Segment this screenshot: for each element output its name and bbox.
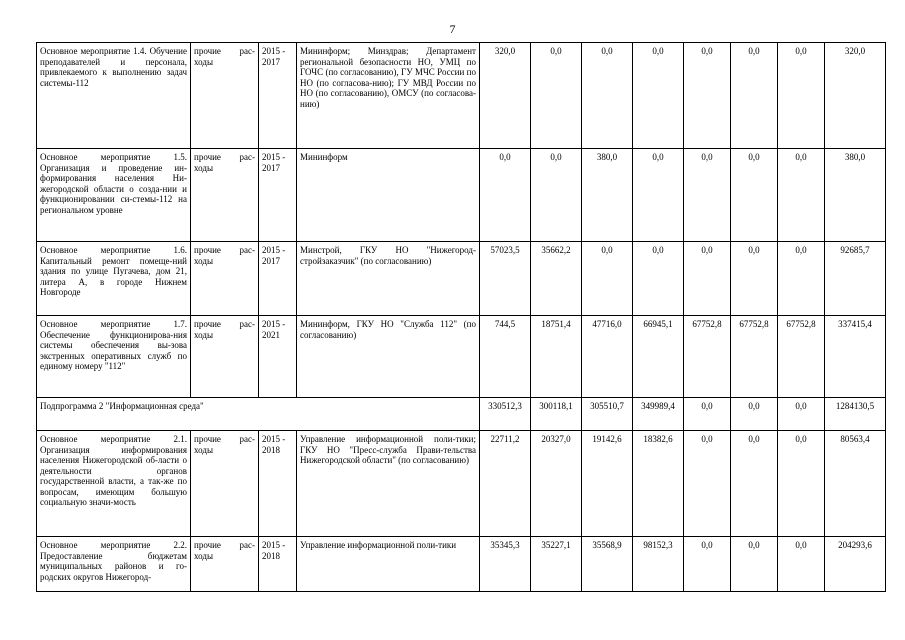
funding-source: прочие рас-ходы (191, 149, 259, 242)
executor: Минстрой, ГКУ НО "Нижегород-стройзаказчик" (по согласованию) (297, 242, 480, 316)
value-cell: 0,0 (531, 149, 582, 242)
funding-source: прочие рас-ходы (191, 431, 259, 537)
value-cell: 67752,8 (778, 316, 825, 398)
value-cell: 67752,8 (684, 316, 731, 398)
value-cell: 320,0 (480, 43, 531, 149)
value-cell: 0,0 (731, 43, 778, 149)
executor: Управление информационной поли-тики; ГКУ НО "Пресс-служба Прави-тельства Нижегородской области" (по согласованию) (297, 431, 480, 537)
value-cell: 0,0 (778, 43, 825, 149)
value-cell: 35568,9 (582, 537, 633, 592)
value-cell: 0,0 (633, 43, 684, 149)
value-cell: 0,0 (731, 149, 778, 242)
funding-source: прочие рас-ходы (191, 43, 259, 149)
measure-name: Основное мероприятие 1.4. Обучение преподавателей и персонала, привлекаемого к выполнению задач системы-112 (37, 43, 191, 149)
value-cell: 35662,2 (531, 242, 582, 316)
subprogram-title: Подпрограмма 2 "Информационная среда" (37, 398, 480, 431)
value-cell: 0,0 (684, 149, 731, 242)
value-cell: 300118,1 (531, 398, 582, 431)
value-cell: 0,0 (731, 398, 778, 431)
value-cell: 67752,8 (731, 316, 778, 398)
total-cell: 204293,6 (825, 537, 886, 592)
value-cell: 18382,6 (633, 431, 684, 537)
total-cell: 80563,4 (825, 431, 886, 537)
value-cell: 0,0 (778, 149, 825, 242)
value-cell: 0,0 (582, 43, 633, 149)
value-cell: 330512,3 (480, 398, 531, 431)
value-cell: 0,0 (684, 431, 731, 537)
executor: Мининформ (297, 149, 480, 242)
value-cell: 35227,1 (531, 537, 582, 592)
value-cell: 0,0 (633, 149, 684, 242)
table-row (37, 149, 886, 242)
value-cell: 22711,2 (480, 431, 531, 537)
value-cell: 18751,4 (531, 316, 582, 398)
period: 2015 - 2017 (259, 149, 297, 242)
value-cell: 0,0 (684, 398, 731, 431)
value-cell: 744,5 (480, 316, 531, 398)
total-cell: 92685,7 (825, 242, 886, 316)
period: 2015 - 2021 (259, 316, 297, 398)
period: 2015 - 2017 (259, 43, 297, 149)
total-cell: 380,0 (825, 149, 886, 242)
value-cell: 0,0 (778, 242, 825, 316)
value-cell: 0,0 (731, 431, 778, 537)
value-cell: 20327,0 (531, 431, 582, 537)
value-cell: 98152,3 (633, 537, 684, 592)
value-cell: 0,0 (778, 537, 825, 592)
value-cell: 0,0 (778, 398, 825, 431)
value-cell: 0,0 (684, 537, 731, 592)
value-cell: 57023,5 (480, 242, 531, 316)
value-cell: 0,0 (633, 242, 684, 316)
value-cell: 0,0 (531, 43, 582, 149)
value-cell: 0,0 (778, 431, 825, 537)
value-cell: 66945,1 (633, 316, 684, 398)
value-cell: 19142,6 (582, 431, 633, 537)
table-row (37, 43, 886, 149)
value-cell: 0,0 (582, 242, 633, 316)
page-number: 7 (449, 22, 456, 36)
measure-name: Основное мероприятие 1.7. Обеспечение функционирова-ния системы обеспечения вы-зова экстренных оперативных служб по единому номеру "112" (37, 316, 191, 398)
budget-table (36, 42, 886, 592)
value-cell: 0,0 (731, 537, 778, 592)
table-row (37, 537, 886, 592)
executor: Мининформ; Минздрав; Департамент региональной безопасности НО, УМЦ по ГОЧС (по согласованию), ГУ МЧС России по НО (по согласова-нию); ГУ МВД России по НО (по согласованию), ОМСУ (по согласова-нию) (297, 43, 480, 149)
value-cell: 0,0 (684, 242, 731, 316)
value-cell: 380,0 (582, 149, 633, 242)
value-cell: 0,0 (731, 242, 778, 316)
value-cell: 0,0 (684, 43, 731, 149)
value-cell: 305510,7 (582, 398, 633, 431)
table-row (37, 431, 886, 537)
total-cell: 1284130,5 (825, 398, 886, 431)
period: 2015 - 2018 (259, 431, 297, 537)
measure-name: Основное мероприятие 1.5. Организация и проведение ин-формирования населения Ни-жегородской области о созда-нии и функционировании си-стемы-112 на региональном уровне (37, 149, 191, 242)
total-cell: 320,0 (825, 43, 886, 149)
funding-source: прочие рас-ходы (191, 537, 259, 592)
value-cell: 0,0 (480, 149, 531, 242)
funding-source: прочие рас-ходы (191, 242, 259, 316)
funding-source: прочие рас-ходы (191, 316, 259, 398)
table-row (37, 242, 886, 316)
total-cell: 337415,4 (825, 316, 886, 398)
period: 2015 - 2018 (259, 537, 297, 592)
subprogram-row (37, 398, 886, 431)
table-row (37, 316, 886, 398)
period: 2015 - 2017 (259, 242, 297, 316)
value-cell: 47716,0 (582, 316, 633, 398)
value-cell: 35345,3 (480, 537, 531, 592)
value-cell: 349989,4 (633, 398, 684, 431)
measure-name: Основное мероприятие 2.1. Организация информирования населения Нижегородской об-ласти о деятельности органов государственной власти, а так-же по вопросам, имеющим большую социальную значи-мость (37, 431, 191, 537)
measure-name: Основное мероприятие 1.6. Капитальный ремонт помеще-ний здания по улице Пугачева, дом 21, литера А, в городе Нижнем Новгороде (37, 242, 191, 316)
executor: Мининформ, ГКУ НО "Служба 112" (по согласованию) (297, 316, 480, 398)
measure-name: Основное мероприятие 2.2. Предоставление бюджетам муниципальных районов и го-родских округов Нижегород- (37, 537, 191, 592)
executor: Управление информационной поли-тики (297, 537, 480, 592)
